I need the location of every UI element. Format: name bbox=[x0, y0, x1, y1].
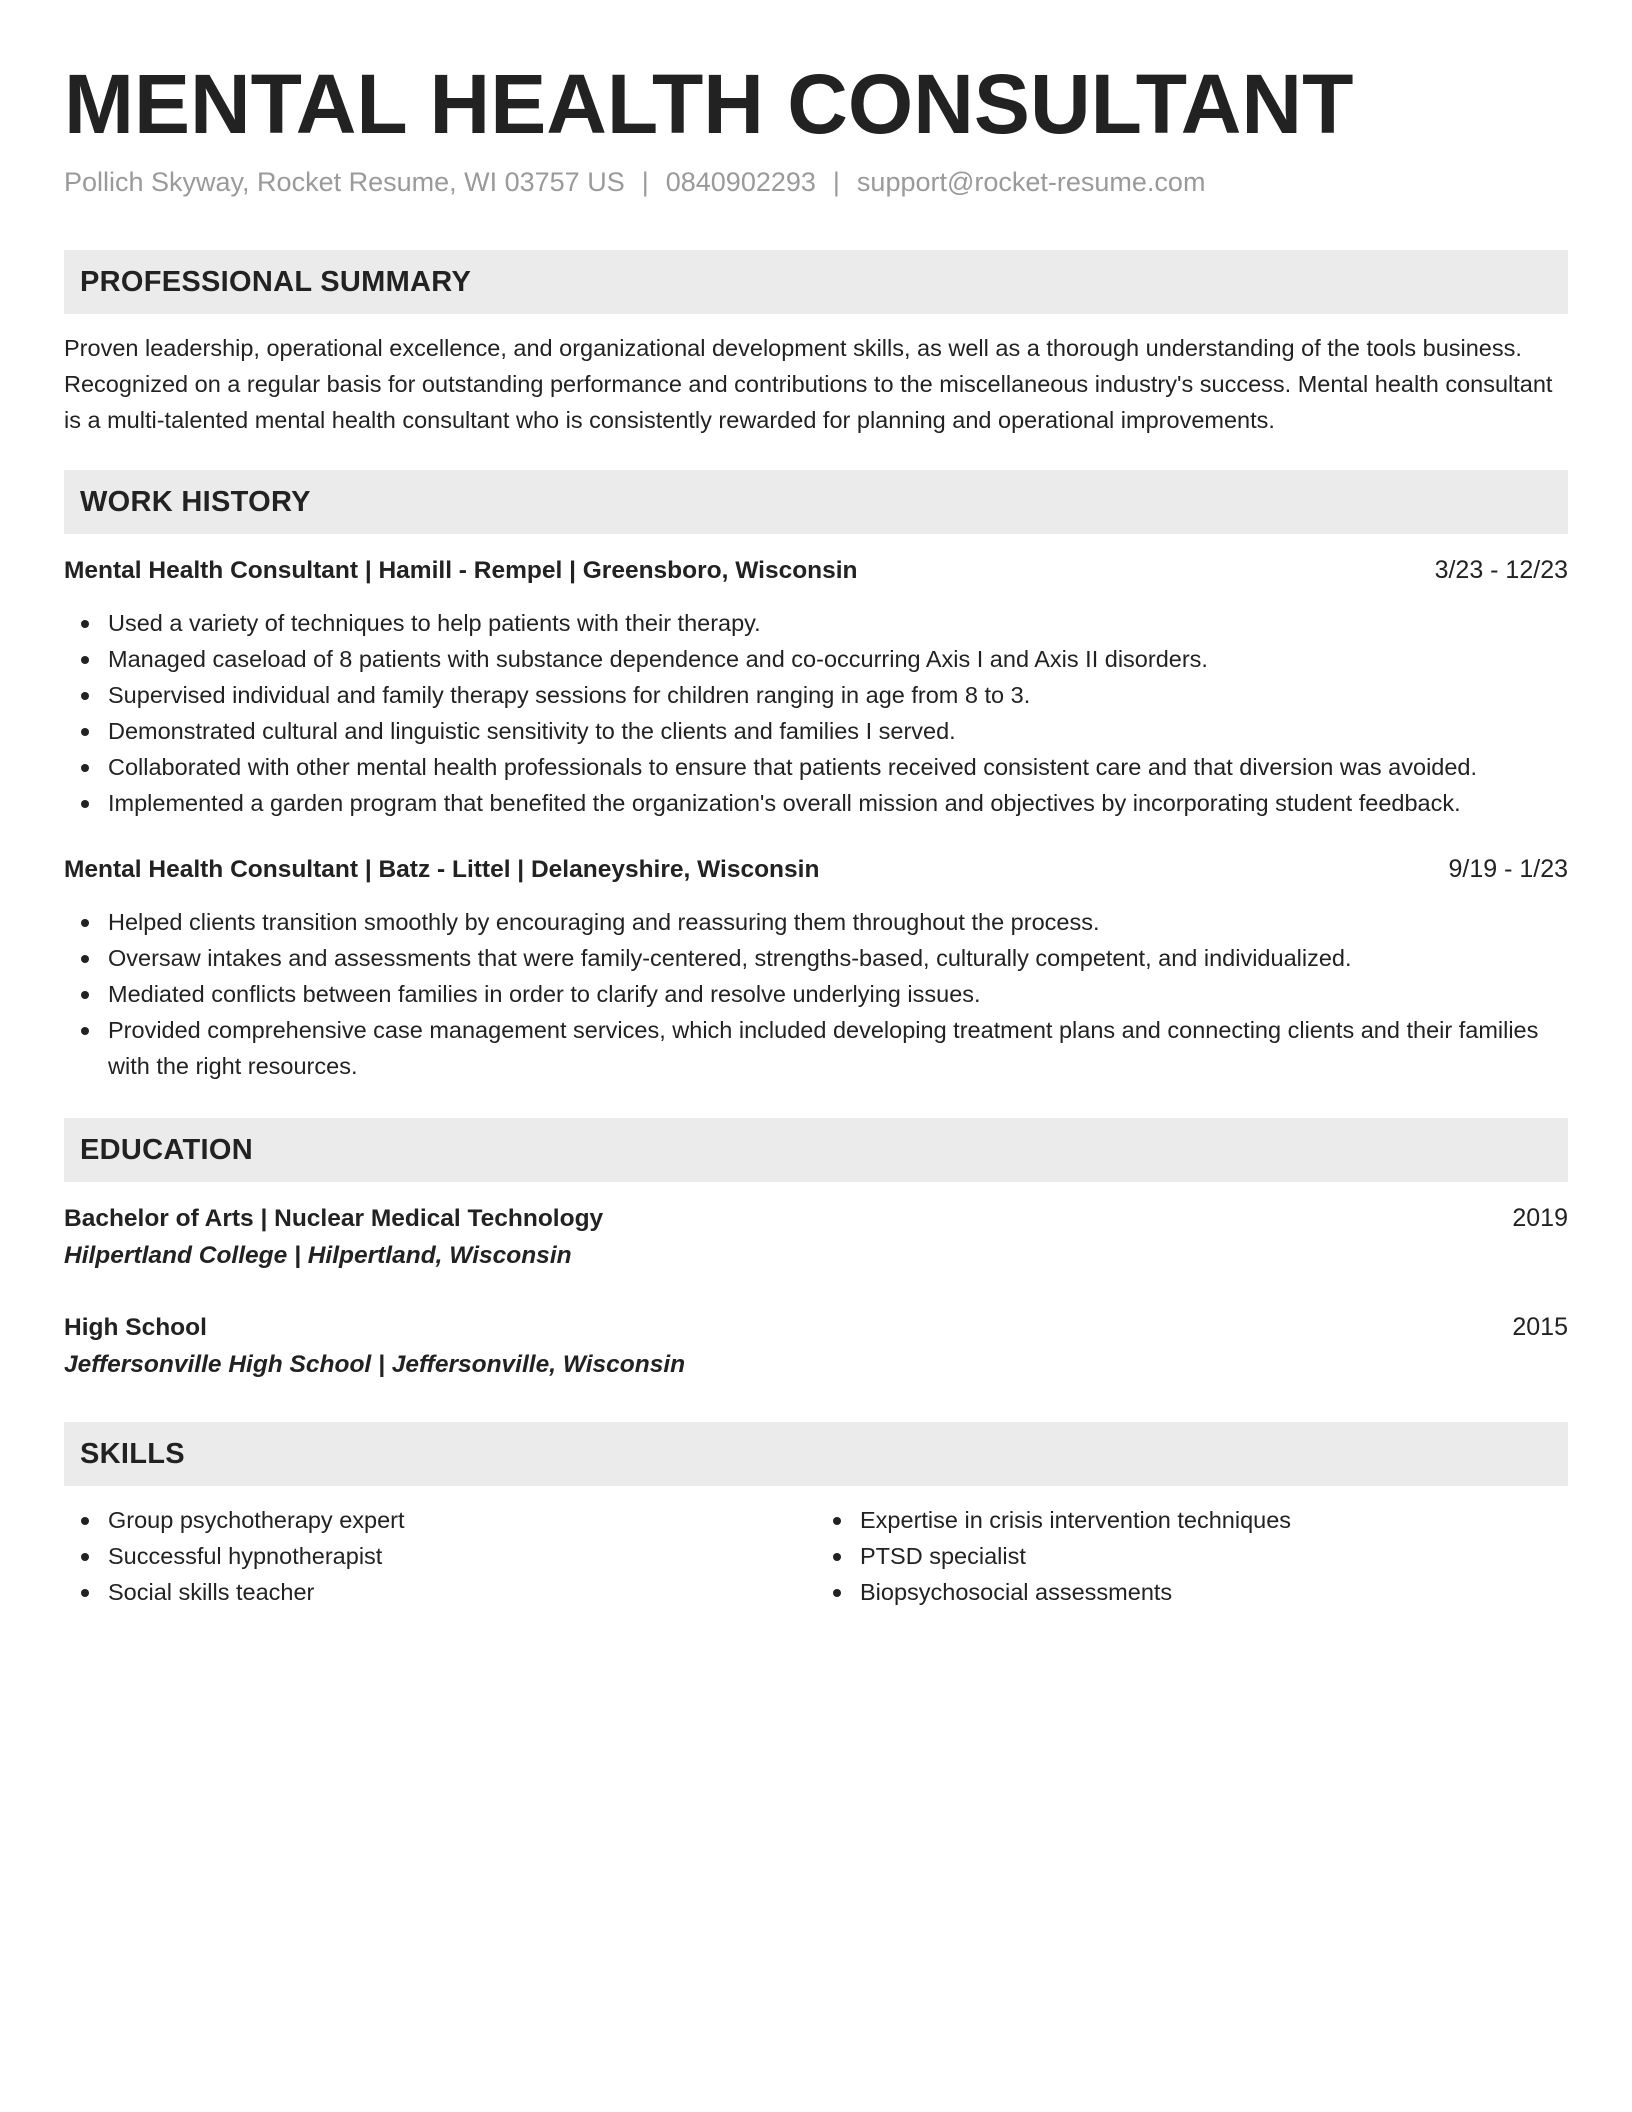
skill-item: PTSD specialist bbox=[816, 1538, 1568, 1574]
job-bullet: Managed caseload of 8 patients with substance dependence and co-occurring Axis I and Axis II disorders. bbox=[64, 641, 1568, 677]
job-bullet: Collaborated with other mental health professionals to ensure that patients received consistent care and that diversion was avoided. bbox=[64, 749, 1568, 785]
job-header bbox=[64, 552, 1568, 589]
skills-column-left bbox=[64, 1502, 816, 1610]
summary-text: Proven leadership, operational excellence, and organizational development skills, as well as a thorough understanding of the tools business. Recognized on a regular basis for outstanding performance and contributions to the miscellaneous industry's success. Mental health consultant is a multi-talented mental health consultant who is consistently rewarded for planning and operational improvements. bbox=[64, 335, 1553, 433]
section-heading-education: EDUCATION bbox=[64, 1118, 1568, 1182]
education-entry bbox=[64, 1309, 1568, 1384]
contact-line bbox=[64, 164, 1568, 200]
job-bullets bbox=[64, 605, 1568, 821]
job-bullet: Mediated conflicts between families in order to clarify and resolve underlying issues. bbox=[64, 976, 1568, 1012]
contact-email: support@rocket-resume.com bbox=[856, 167, 1206, 197]
skills-grid bbox=[64, 1502, 1568, 1610]
job-bullet: Oversaw intakes and assessments that were family-centered, strengths-based, culturally competent, and individualized. bbox=[64, 940, 1568, 976]
education-school: Hilpertland College | Hilpertland, Wisconsin bbox=[64, 1242, 572, 1269]
skills-list bbox=[816, 1502, 1568, 1610]
education-year: 2019 bbox=[1512, 1204, 1568, 1232]
job-date: 3/23 - 12/23 bbox=[1434, 556, 1568, 584]
skill-item: Expertise in crisis intervention techniques bbox=[816, 1502, 1568, 1538]
education-school: Jeffersonville High School | Jeffersonville, Wisconsin bbox=[64, 1351, 686, 1378]
job-title: Mental Health Consultant | Hamill - Rempel | Greensboro, Wisconsin bbox=[64, 557, 858, 584]
job-bullets bbox=[64, 904, 1568, 1084]
skill-item: Group psychotherapy expert bbox=[64, 1502, 816, 1538]
skill-item: Biopsychosocial assessments bbox=[816, 1574, 1568, 1610]
job-bullet: Used a variety of techniques to help patients with their therapy. bbox=[64, 605, 1568, 641]
section-heading-skills: SKILLS bbox=[64, 1422, 1568, 1486]
job-bullet: Implemented a garden program that benefited the organization's overall mission and objectives by incorporating student feedback. bbox=[64, 785, 1568, 821]
contact-separator: | bbox=[641, 167, 649, 197]
skill-item: Social skills teacher bbox=[64, 1574, 816, 1610]
contact-phone: 0840902293 bbox=[665, 167, 816, 197]
contact-address: Pollich Skyway, Rocket Resume, WI 03757 US bbox=[64, 167, 625, 197]
skill-item: Successful hypnotherapist bbox=[64, 1538, 816, 1574]
section-heading-summary: PROFESSIONAL SUMMARY bbox=[64, 250, 1568, 314]
section-heading-work-history: WORK HISTORY bbox=[64, 470, 1568, 534]
contact-separator: | bbox=[832, 167, 840, 197]
job-date: 9/19 - 1/23 bbox=[1448, 855, 1568, 883]
education-year: 2015 bbox=[1512, 1313, 1568, 1341]
skills-column-right bbox=[816, 1502, 1568, 1610]
job-title: Mental Health Consultant | Batz - Littel | Delaneyshire, Wisconsin bbox=[64, 856, 820, 883]
resume-name: MENTAL HEALTH CONSULTANT bbox=[64, 57, 1354, 151]
job-header bbox=[64, 851, 1568, 888]
job-bullet: Demonstrated cultural and linguistic sensitivity to the clients and families I served. bbox=[64, 713, 1568, 749]
skills-list bbox=[64, 1502, 816, 1610]
job-entry bbox=[64, 552, 1568, 821]
education-degree: Bachelor of Arts | Nuclear Medical Technology bbox=[64, 1205, 604, 1232]
education-entry bbox=[64, 1200, 1568, 1275]
job-bullet: Provided comprehensive case management services, which included developing treatment plans and connecting clients and their families with the right resources. bbox=[64, 1012, 1568, 1084]
job-bullet: Helped clients transition smoothly by encouraging and reassuring them throughout the process. bbox=[64, 904, 1568, 940]
education-header bbox=[64, 1309, 1568, 1346]
job-entry bbox=[64, 851, 1568, 1084]
education-degree: High School bbox=[64, 1314, 207, 1341]
education-header bbox=[64, 1200, 1568, 1237]
job-bullet: Supervised individual and family therapy sessions for children ranging in age from 8 to 3. bbox=[64, 677, 1568, 713]
